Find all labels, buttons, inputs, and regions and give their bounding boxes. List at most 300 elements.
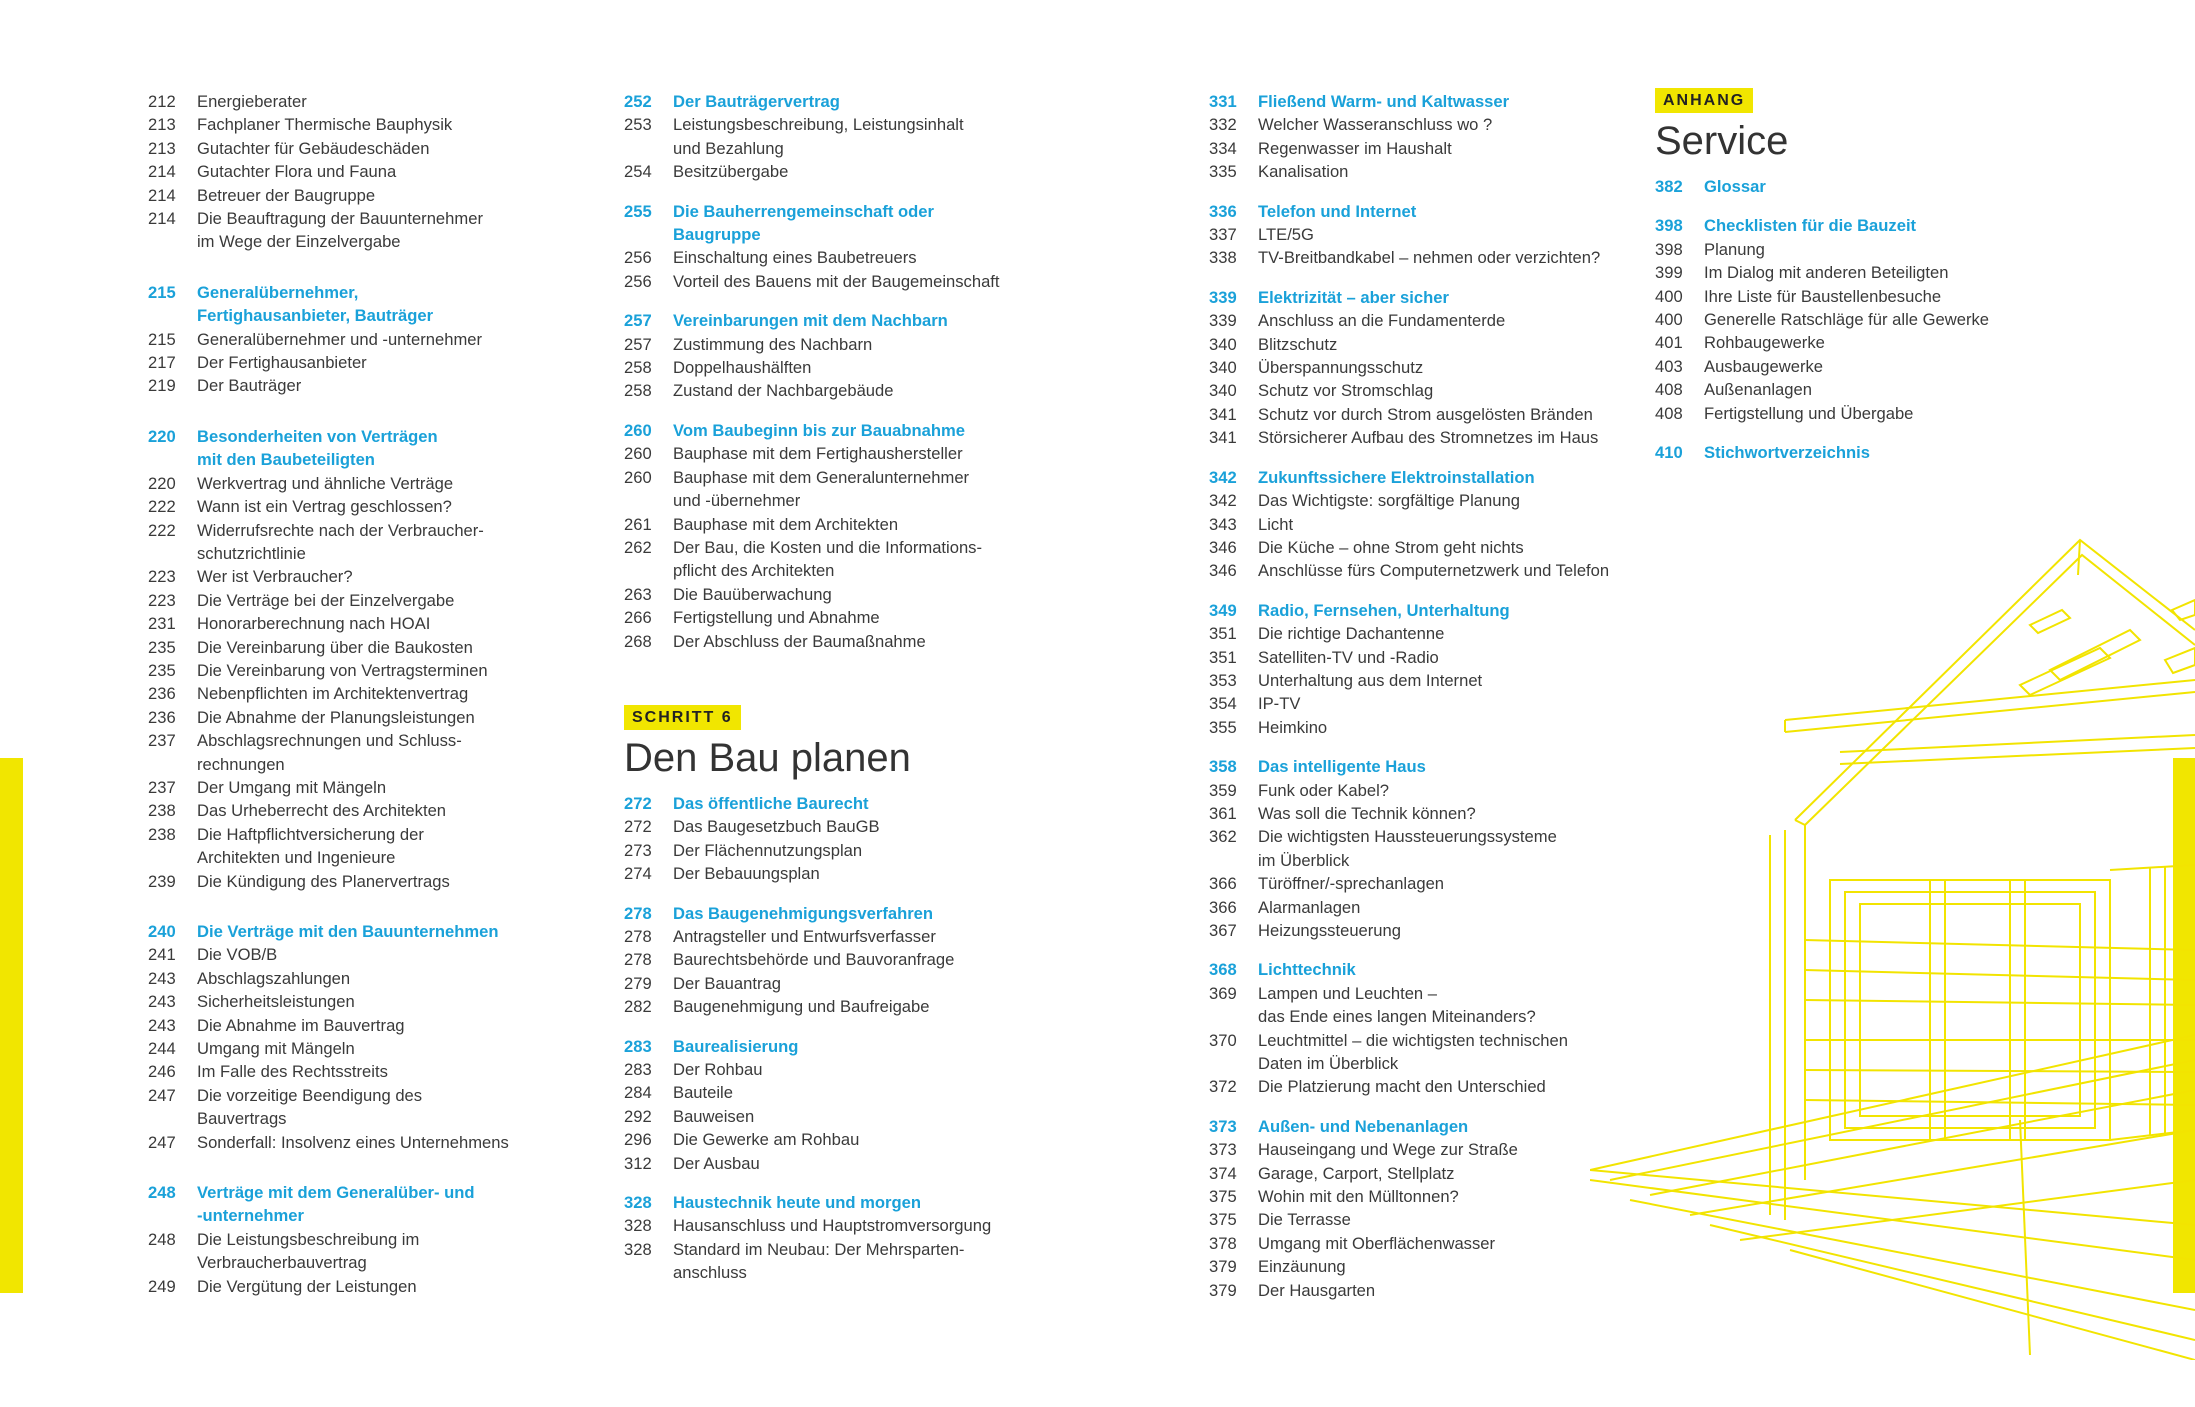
toc-entry [1209,379,1629,402]
entry-title: Antragsteller und Entwurfsverfasser [673,926,936,946]
toc-entry [1209,1185,1629,1208]
page-number: 372 [1209,1077,1237,1097]
page-number: 339 [1209,287,1237,307]
page-number: 214 [148,162,176,182]
page-number: 215 [148,282,176,302]
entry-title: Licht [1258,514,1294,534]
toc-entry [148,1228,608,1275]
page-number: 375 [1209,1187,1237,1207]
toc-entry [1209,779,1629,802]
toc-entry [1209,1162,1629,1185]
entry-title: Zukunftssichere Elektroinstallation [1258,467,1535,487]
page-number: 282 [624,997,652,1017]
toc-chapter-entry [148,1181,608,1228]
toc-entry [1209,403,1629,426]
toc-chapter-entry [1209,958,1629,981]
entry-title: Wer ist Verbraucher? [197,567,353,587]
entry-title: Sicherheitsleistungen [197,992,355,1012]
page-number: 332 [1209,115,1237,135]
entry-title: Einzäunung [1258,1257,1346,1277]
toc-chapter-entry [1655,214,2055,237]
entry-title: TV-Breitbandkabel – nehmen oder verzichten? [1258,248,1601,268]
page-number: 238 [148,801,176,821]
page-number: 373 [1209,1140,1237,1160]
toc-entry [1209,1208,1629,1231]
entry-title: Der Rohbau [673,1060,763,1079]
page-number: 359 [1209,780,1237,800]
page-number: 278 [624,903,652,923]
toc-entry [148,659,608,682]
entry-title: Störsicherer Aufbau des Stromnetzes im Haus [1258,428,1599,448]
page-number: 346 [1209,537,1237,557]
page-number: 312 [624,1153,652,1173]
entry-title: Anschluss an die Fundamenterde [1258,311,1506,331]
toc-entry [148,495,608,518]
page-number: 241 [148,945,176,965]
entry-title: Hausanschluss und Hauptstromversorgung [673,1216,992,1236]
entry-title: Doppelhaushälften [673,358,812,378]
page-number: 260 [624,444,652,464]
entry-title: Baugenehmigung und Baufreigabe [673,997,930,1017]
entry-title: Stichwortverzeichnis [1704,443,1870,463]
page-number: 343 [1209,514,1237,534]
toc-entry [624,1152,1084,1175]
entry-title: Besonderheiten von Verträgen mit den Baubeteiligten [197,426,438,470]
toc-entry [1209,1138,1629,1161]
toc-entry [148,612,608,635]
toc-entry [148,729,608,776]
page-number: 399 [1655,263,1683,283]
entry-title: Nebenpflichten im Architektenvertrag [197,684,469,704]
entry-title: Blitzschutz [1258,334,1338,354]
entry-title: Generalübernehmer und -unternehmer [197,329,483,349]
entry-title: Betreuer der Baugruppe [197,185,376,205]
entry-title: Regenwasser im Haushalt [1258,138,1452,158]
entry-title: Außen- und Nebenanlagen [1258,1116,1469,1136]
step-badge: SCHRITT 6 [624,705,741,730]
page-number: 236 [148,707,176,727]
page-number: 231 [148,614,176,634]
toc-entry [624,270,1084,293]
toc-entry [148,706,608,729]
toc-entry [1209,646,1629,669]
page-number: 212 [148,92,176,111]
page-number: 261 [624,514,652,534]
section-entries [624,792,1084,1285]
entry-title: Abschlagszahlungen [197,968,351,988]
toc-entry [148,519,608,566]
page-number: 246 [148,1062,176,1082]
entry-title: Der Ausbau [673,1153,760,1173]
toc-entry [148,1084,608,1131]
toc-entry [1655,331,2055,354]
page-number: 339 [1209,311,1237,331]
entry-title: Baurechtsbehörde und Bauvoranfrage [673,950,955,970]
toc-chapter-entry [1209,1115,1629,1138]
toc-chapter-entry [148,281,608,328]
toc-entry [148,823,608,870]
entry-title: Funk oder Kabel? [1258,780,1389,800]
entry-title: Glossar [1704,177,1766,196]
page-number: 220 [148,473,176,493]
page-number: 374 [1209,1163,1237,1183]
toc-entry [148,1014,608,1037]
toc-chapter-entry [624,90,1084,113]
page-number: 368 [1209,960,1237,980]
page-number: 268 [624,631,652,651]
toc-chapter-entry [1209,599,1629,622]
toc-chapter-entry [1209,200,1629,223]
toc-entry [624,925,1084,948]
entry-title: Kanalisation [1258,162,1349,182]
toc-entry [624,1214,1084,1237]
page-number: 366 [1209,897,1237,917]
page-number: 252 [624,92,652,111]
entry-title: Der Bau, die Kosten und die Informations- pflicht des Architekten [673,537,983,581]
toc-entry [148,565,608,588]
page-number: 366 [1209,874,1237,894]
entry-title: Im Falle des Rechtsstreits [197,1062,388,1082]
entry-title: Im Dialog mit anderen Beteiligten [1704,263,1949,283]
page-number: 342 [1209,467,1237,487]
toc-entry [148,799,608,822]
entry-title: Das Baugenehmigungsverfahren [673,903,934,923]
page-number: 273 [624,840,652,860]
entry-title: Planung [1704,239,1765,259]
entry-title: Radio, Fernsehen, Unterhaltung [1258,600,1510,620]
toc-entry [1655,355,2055,378]
entry-title: Bauweisen [673,1106,755,1126]
section-heading [1655,88,2055,165]
toc-entry [624,583,1084,606]
entry-title: Heimkino [1258,717,1328,737]
entry-title: Die richtige Dachantenne [1258,624,1445,644]
toc-chapter-entry [624,1035,1084,1058]
entry-title: Der Bauträger [197,376,302,396]
page-number: 256 [624,248,652,268]
page-number: 239 [148,871,176,891]
page-number: 214 [148,209,176,229]
entry-title: Die Verträge mit den Bauunternehmen [197,922,499,941]
page-number: 336 [1209,201,1237,221]
toc-entry [1209,896,1629,919]
entry-title: Das Baugesetzbuch BauGB [673,817,880,837]
page-number: 353 [1209,670,1237,690]
page-number: 240 [148,922,176,941]
toc-chapter-entry [1655,175,2055,198]
entry-title: Die Bauherrengemeinschaft oder Baugruppe [673,201,934,245]
entry-title: Der Fertighausanbieter [197,353,367,373]
toc-entry [1209,489,1629,512]
page-number: 379 [1209,1257,1237,1277]
entry-title: Widerrufsrechte nach der Verbraucher- schutzrichtlinie [197,520,484,563]
page-number: 340 [1209,358,1237,378]
page-number: 279 [624,973,652,993]
toc-column-1 [148,90,608,1298]
toc-chapter-entry [624,419,1084,442]
page-number: 408 [1655,403,1683,423]
entry-title: Anschlüsse fürs Computernetzwerk und Telefon [1258,561,1610,581]
page-number: 342 [1209,491,1237,511]
page-number: 248 [148,1229,176,1249]
toc-entry [1209,692,1629,715]
toc-entry [624,160,1084,183]
page-number: 278 [624,950,652,970]
entry-title: Türöffner/-sprechanlagen [1258,874,1445,894]
entry-title: Die Vergütung der Leistungen [197,1276,417,1296]
toc-entry [1655,402,2055,425]
page-number: 214 [148,185,176,205]
entry-title: Die Vereinbarung über die Baukosten [197,637,473,657]
entry-title: Der Bebauungsplan [673,864,820,884]
house-wireframe-illustration [1590,480,2195,1360]
page-number: 247 [148,1085,176,1105]
toc-chapter-entry [1209,466,1629,489]
entry-title: Der Hausgarten [1258,1280,1376,1300]
page-number: 296 [624,1130,652,1150]
page-number: 256 [624,271,652,291]
toc-entry [1209,536,1629,559]
toc-entry [148,943,608,966]
entry-title: Ausbaugewerke [1704,356,1824,376]
entry-title: Abschlagsrechnungen und Schluss- rechnungen [197,731,462,774]
section-entries [1655,175,2055,464]
entry-title: Die Terrasse [1258,1210,1351,1230]
page-number: 284 [624,1083,652,1103]
toc-entry [148,990,608,1013]
entry-title: Der Umgang mit Mängeln [197,777,387,797]
toc-chapter-entry [1655,441,2055,464]
toc-chapter-entry [1209,90,1629,113]
toc-entry [1209,426,1629,449]
entry-title: Überspannungsschutz [1258,358,1424,378]
page-number: 274 [624,864,652,884]
toc-entry [148,137,608,160]
page-number: 217 [148,353,176,373]
entry-title: Welcher Wasseranschluss wo ? [1258,115,1493,135]
page-number: 283 [624,1060,652,1079]
entry-title: Die Bauüberwachung [673,584,832,604]
page-number: 222 [148,520,176,540]
entry-title: Die Gewerke am Rohbau [673,1130,860,1150]
entry-title: Vereinbarungen mit dem Nachbarn [673,311,948,331]
left-edge-bar [0,758,23,1293]
page-number: 398 [1655,216,1683,236]
section-title: Service [1655,119,1789,163]
entry-title: Zustand der Nachbargebäude [673,381,894,401]
toc-entry [624,442,1084,465]
page-number: 213 [148,115,176,135]
entry-title: Baurealisierung [673,1036,799,1056]
toc-chapter-entry [624,309,1084,332]
entry-title: Die Leistungsbeschreibung im Verbraucherbauvertrag [197,1229,420,1273]
entry-title: Die vorzeitige Beendigung des Bauvertrags [197,1085,423,1129]
entry-title: Besitzübergabe [673,162,789,182]
entry-title: Leuchtmittel – die wichtigsten technischen Daten im Überblick [1258,1030,1568,1074]
page-number: 255 [624,201,652,221]
entry-title: Die wichtigsten Haussteuerungssysteme im Überblick [1258,827,1557,870]
entry-title: Vorteil des Bauens mit der Baugemeinschaft [673,271,1000,291]
entry-title: Werkvertrag und ähnliche Verträge [197,473,454,493]
page-number: 328 [624,1216,652,1236]
toc-entry [1209,246,1629,269]
entry-title: Die Kündigung des Planervertrags [197,871,450,891]
page-number: 257 [624,311,652,331]
page-number: 220 [148,426,176,446]
section-heading [624,705,1084,782]
toc-entry [624,246,1084,269]
toc-chapter-entry [624,200,1084,247]
entry-title: Verträge mit dem Generalüber- und -unternehmer [197,1183,475,1226]
entry-title: Checklisten für die Bauzeit [1704,216,1917,236]
page-number: 349 [1209,600,1237,620]
page-number: 238 [148,824,176,844]
page-number: 367 [1209,921,1237,940]
step-badge: ANHANG [1655,88,1753,113]
entry-title: Der Flächennutzungsplan [673,840,863,860]
entry-title: Die Abnahme im Bauvertrag [197,1015,405,1035]
entry-title: Außenanlagen [1704,380,1812,400]
toc-entry [624,839,1084,862]
toc-entry [1209,982,1629,1029]
toc-entry [148,1060,608,1083]
page-number: 362 [1209,827,1237,847]
toc-chapter-entry [148,425,608,472]
toc-entry [148,351,608,374]
page-number: 253 [624,115,652,135]
toc-entry [148,967,608,990]
page-number: 223 [148,590,176,610]
entry-title: Fertigstellung und Übergabe [1704,403,1914,423]
entry-title: IP-TV [1258,694,1301,714]
toc-entry [1209,669,1629,692]
page-number: 237 [148,731,176,751]
toc-entry [148,776,608,799]
toc-entry [1209,919,1629,942]
toc-entry [624,1238,1084,1285]
page-number: 258 [624,358,652,378]
page-number: 378 [1209,1233,1237,1253]
entry-title: Die Küche – ohne Strom geht nichts [1258,537,1524,557]
page-number: 244 [148,1039,176,1059]
entry-title: Lichttechnik [1258,960,1356,980]
entry-title: Energieberater [197,92,307,111]
entry-title: Wann ist ein Vertrag geschlossen? [197,497,452,517]
page-number: 358 [1209,757,1237,777]
page-number: 243 [148,968,176,988]
toc-entry [1209,1255,1629,1278]
toc-column-4 [1655,88,2055,464]
page-number: 398 [1655,239,1683,259]
toc-entry [624,379,1084,402]
page-number: 370 [1209,1030,1237,1050]
page-number: 341 [1209,428,1237,448]
toc-entry [148,90,608,113]
toc-entry [148,374,608,397]
toc-entry [1209,559,1629,582]
toc-entry [624,815,1084,838]
entry-title: Das intelligente Haus [1258,757,1426,777]
entry-title: Elektrizität – aber sicher [1258,287,1449,307]
entry-title: Bauphase mit dem Architekten [673,514,899,534]
page-number: 328 [624,1239,652,1259]
page-number: 272 [624,793,652,813]
toc-column-2 [624,90,1084,1285]
page-number: 354 [1209,694,1237,714]
page-number: 334 [1209,138,1237,158]
toc-entry [1209,872,1629,895]
page-number: 260 [624,420,652,440]
entry-title: Umgang mit Mängeln [197,1039,355,1059]
page-number: 258 [624,381,652,401]
toc-entry [624,1058,1084,1081]
page-number: 408 [1655,380,1683,400]
toc-entry [624,948,1084,971]
toc-entry [1209,1279,1629,1302]
page-number: 236 [148,684,176,704]
page-number: 257 [624,334,652,354]
entry-title: Generelle Ratschläge für alle Gewerke [1704,310,1990,330]
toc-entry [148,870,608,893]
section-title: Den Bau planen [624,735,911,780]
entry-title: Zustimmung des Nachbarn [673,334,873,354]
entry-title: Telefon und Internet [1258,201,1417,221]
page-number: 335 [1209,162,1237,182]
entry-title: Gutachter für Gebäudeschäden [197,138,430,158]
toc-entry [148,184,608,207]
toc-entry [1655,308,2055,331]
entry-title: Bauphase mit dem Generalunternehmer und -übernehmer [673,467,970,511]
toc-entry [624,1081,1084,1104]
toc-entry [148,589,608,612]
toc-entry [1209,160,1629,183]
toc-entry [1209,356,1629,379]
entry-title: Die Abnahme der Planungsleistungen [197,707,475,727]
toc-entry [1655,285,2055,308]
entry-title: Der Abschluss der Baumaßnahme [673,631,926,651]
page-number: 382 [1655,177,1683,196]
entry-title: Umgang mit Oberflächenwasser [1258,1233,1496,1253]
page-number: 213 [148,138,176,158]
page-number: 351 [1209,647,1237,667]
page-number: 379 [1209,1280,1237,1300]
toc-entry [148,1275,608,1298]
page-number: 401 [1655,333,1683,353]
entry-title: Unterhaltung aus dem Internet [1258,670,1483,690]
toc-entry [1655,238,2055,261]
entry-title: Schutz vor durch Strom ausgelösten Bränden [1258,404,1593,424]
entry-title: Die Platzierung macht den Unterschied [1258,1077,1546,1097]
toc-entry [148,636,608,659]
page-number: 292 [624,1106,652,1126]
toc-entry [624,536,1084,583]
page-number: 260 [624,467,652,487]
entry-title: Fließend Warm- und Kaltwasser [1258,92,1510,111]
toc-entry [624,513,1084,536]
page-number: 247 [148,1132,176,1152]
entry-title: Die VOB/B [197,945,278,965]
toc-entry [624,466,1084,513]
toc-entry [148,160,608,183]
page-number: 235 [148,637,176,657]
toc-entry [1655,261,2055,284]
entry-title: Sonderfall: Insolvenz eines Unternehmens [197,1132,509,1152]
toc-entry [1655,378,2055,401]
toc-entry [624,995,1084,1018]
entry-title: Vom Baubeginn bis zur Bauabnahme [673,420,965,440]
toc-entry [148,113,608,136]
toc-entry [1209,825,1629,872]
